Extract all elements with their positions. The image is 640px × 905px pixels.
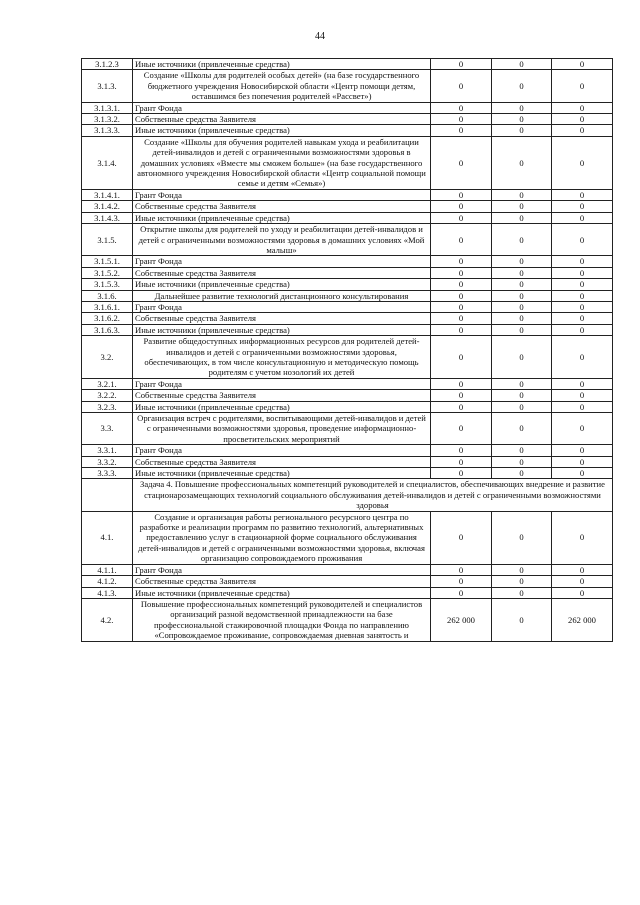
grant-amount: 0 — [492, 256, 552, 267]
table-row — [82, 279, 613, 290]
total-amount: 0 — [431, 456, 492, 467]
own-funds-amount: 0 — [552, 324, 613, 335]
total-amount: 0 — [431, 445, 492, 456]
total-amount: 0 — [431, 201, 492, 212]
row-number: 3.1.5.2. — [82, 267, 133, 278]
own-funds-amount: 0 — [552, 301, 613, 312]
row-number: 4.2. — [82, 598, 133, 641]
table-row — [82, 378, 613, 389]
budget-table — [81, 58, 613, 642]
row-number: 4.1.2. — [82, 576, 133, 587]
row-description: Иные источники (привлеченные средства) — [133, 324, 431, 335]
row-description: Иные источники (привлеченные средства) — [133, 468, 431, 479]
grant-amount: 0 — [492, 445, 552, 456]
row-number: 3.2.3. — [82, 401, 133, 412]
row-number: 3.1.4.2. — [82, 201, 133, 212]
row-description: Создание и организация работы регионального ресурсного центра по разработке и реализации программ по развитию технологий, альтернативных предоставлению услуг в стационарной форме социального обслуживания детей-инвалидов и детей с ограниченными возможностями здоровья, включая организацию сопровождаемого проживания — [133, 511, 431, 564]
page-number: 44 — [315, 31, 325, 42]
total-amount: 0 — [431, 511, 492, 564]
row-number: 3.3.1. — [82, 445, 133, 456]
table-row — [82, 102, 613, 113]
grant-amount: 0 — [492, 511, 552, 564]
table-row — [82, 445, 613, 456]
own-funds-amount: 0 — [552, 576, 613, 587]
row-description: Дальнейшее развитие технологий дистанционного консультирования — [133, 290, 431, 301]
grant-amount: 0 — [492, 224, 552, 256]
own-funds-amount: 0 — [552, 468, 613, 479]
row-number: 3.1.5. — [82, 224, 133, 256]
row-number: 3.1.6.2. — [82, 313, 133, 324]
grant-amount: 0 — [492, 267, 552, 278]
row-number: 3.3.3. — [82, 468, 133, 479]
table-row — [82, 390, 613, 401]
table-row — [82, 136, 613, 189]
table-row — [82, 456, 613, 467]
total-amount: 0 — [431, 114, 492, 125]
own-funds-amount: 0 — [552, 267, 613, 278]
row-description: Собственные средства Заявителя — [133, 456, 431, 467]
total-amount: 0 — [431, 564, 492, 575]
own-funds-amount: 0 — [552, 136, 613, 189]
own-funds-amount: 0 — [552, 290, 613, 301]
grant-amount: 0 — [492, 201, 552, 212]
row-description: Собственные средства Заявителя — [133, 390, 431, 401]
total-amount: 0 — [431, 224, 492, 256]
own-funds-amount: 0 — [552, 224, 613, 256]
own-funds-amount: 0 — [552, 401, 613, 412]
grant-amount: 0 — [492, 59, 552, 70]
own-funds-amount: 0 — [552, 313, 613, 324]
grant-amount: 0 — [492, 598, 552, 641]
grant-amount: 0 — [492, 102, 552, 113]
total-amount: 0 — [431, 267, 492, 278]
grant-amount: 0 — [492, 70, 552, 102]
table-row — [82, 336, 613, 379]
table-row — [82, 324, 613, 335]
row-number: 3.2.2. — [82, 390, 133, 401]
grant-amount: 0 — [492, 336, 552, 379]
row-number: 3.2.1. — [82, 378, 133, 389]
row-description: Грант Фонда — [133, 189, 431, 200]
total-amount: 0 — [431, 70, 492, 102]
total-amount: 0 — [431, 136, 492, 189]
own-funds-amount: 0 — [552, 390, 613, 401]
table-row — [82, 598, 613, 641]
own-funds-amount: 0 — [552, 201, 613, 212]
table-row — [82, 511, 613, 564]
grant-amount: 0 — [492, 468, 552, 479]
total-amount: 0 — [431, 336, 492, 379]
table-row — [82, 587, 613, 598]
row-description: Иные источники (привлеченные средства) — [133, 212, 431, 223]
table-row — [82, 70, 613, 102]
total-amount: 0 — [431, 290, 492, 301]
grant-amount: 0 — [492, 301, 552, 312]
row-description: Иные источники (привлеченные средства) — [133, 59, 431, 70]
row-description: Собственные средства Заявителя — [133, 114, 431, 125]
row-number: 3.1.6.3. — [82, 324, 133, 335]
table-row — [82, 59, 613, 70]
row-number: 3.1.3. — [82, 70, 133, 102]
row-number: 4.1. — [82, 511, 133, 564]
row-description: Грант Фонда — [133, 102, 431, 113]
total-amount: 262 000 — [431, 598, 492, 641]
total-amount: 0 — [431, 324, 492, 335]
total-amount: 0 — [431, 125, 492, 136]
row-number: 3.1.3.3. — [82, 125, 133, 136]
grant-amount: 0 — [492, 189, 552, 200]
table-row — [82, 224, 613, 256]
total-amount: 0 — [431, 413, 492, 445]
table-row — [82, 189, 613, 200]
total-amount: 0 — [431, 256, 492, 267]
table-row — [82, 301, 613, 312]
row-description: Грант Фонда — [133, 301, 431, 312]
own-funds-amount: 0 — [552, 125, 613, 136]
grant-amount: 0 — [492, 401, 552, 412]
row-number: 3.1.4.3. — [82, 212, 133, 223]
row-description: Открытие школы для родителей по уходу и реабилитации детей-инвалидов и детей с ограниченными возможностями здоровья в домашних условиях «Мой малыш» — [133, 224, 431, 256]
total-amount: 0 — [431, 378, 492, 389]
table-row — [82, 256, 613, 267]
own-funds-amount: 0 — [552, 413, 613, 445]
total-amount: 0 — [431, 212, 492, 223]
row-description: Собственные средства Заявителя — [133, 201, 431, 212]
table-row — [82, 114, 613, 125]
row-description: Грант Фонда — [133, 378, 431, 389]
grant-amount: 0 — [492, 564, 552, 575]
row-number: 3.1.4.1. — [82, 189, 133, 200]
own-funds-amount: 0 — [552, 256, 613, 267]
table-row — [82, 212, 613, 223]
grant-amount: 0 — [492, 125, 552, 136]
grant-amount: 0 — [492, 279, 552, 290]
grant-amount: 0 — [492, 456, 552, 467]
total-amount: 0 — [431, 301, 492, 312]
task-heading: Задача 4. Повышение профессиональных компетенций руководителей и специалистов, обеспечивающих внедрение и развитие стационарозамещающих технологий социального обслуживания детей-инвалидов и детей с ограниченными возможностями здоровья — [133, 479, 613, 511]
row-number: 3.1.4. — [82, 136, 133, 189]
own-funds-amount: 0 — [552, 114, 613, 125]
row-description: Организация встреч с родителями, воспитывающими детей-инвалидов и детей с ограниченными возможностями здоровья, проведение информационно-просветительских мероприятий — [133, 413, 431, 445]
row-description: Создание «Школы для обучения родителей навыкам ухода и реабилитации детей-инвалидов и детей с ограниченными возможностями здоровья в домашних условиях «Вместе мы сможем больше» (на базе государственного автономного учреждения Новосибирской области «Центр социальной помощи семье и детям «Семья») — [133, 136, 431, 189]
row-description: Иные источники (привлеченные средства) — [133, 587, 431, 598]
row-number: 3.1.2.3 — [82, 59, 133, 70]
grant-amount: 0 — [492, 114, 552, 125]
grant-amount: 0 — [492, 136, 552, 189]
row-description: Иные источники (привлеченные средства) — [133, 401, 431, 412]
total-amount: 0 — [431, 59, 492, 70]
table-row — [82, 313, 613, 324]
table-row — [82, 576, 613, 587]
total-amount: 0 — [431, 401, 492, 412]
row-description: Грант Фонда — [133, 445, 431, 456]
own-funds-amount: 0 — [552, 456, 613, 467]
row-number: 3.2. — [82, 336, 133, 379]
table-row — [82, 290, 613, 301]
grant-amount: 0 — [492, 390, 552, 401]
row-description: Собственные средства Заявителя — [133, 576, 431, 587]
budget-table-body — [82, 59, 613, 642]
row-number: 3.3.2. — [82, 456, 133, 467]
table-row — [82, 564, 613, 575]
total-amount: 0 — [431, 576, 492, 587]
total-amount: 0 — [431, 587, 492, 598]
grant-amount: 0 — [492, 324, 552, 335]
row-description: Собственные средства Заявителя — [133, 313, 431, 324]
row-number: 4.1.1. — [82, 564, 133, 575]
table-row — [82, 125, 613, 136]
own-funds-amount: 0 — [552, 336, 613, 379]
row-number: 4.1.3. — [82, 587, 133, 598]
table-row — [82, 468, 613, 479]
row-number — [82, 479, 133, 511]
grant-amount: 0 — [492, 587, 552, 598]
row-number: 3.3. — [82, 413, 133, 445]
row-number: 3.1.3.2. — [82, 114, 133, 125]
row-number: 3.1.6.1. — [82, 301, 133, 312]
total-amount: 0 — [431, 313, 492, 324]
row-description: Иные источники (привлеченные средства) — [133, 125, 431, 136]
own-funds-amount: 0 — [552, 511, 613, 564]
total-amount: 0 — [431, 390, 492, 401]
grant-amount: 0 — [492, 576, 552, 587]
row-number: 3.1.3.1. — [82, 102, 133, 113]
own-funds-amount: 0 — [552, 587, 613, 598]
total-amount: 0 — [431, 189, 492, 200]
row-description: Грант Фонда — [133, 564, 431, 575]
table-row — [82, 201, 613, 212]
table-row — [82, 413, 613, 445]
row-number: 3.1.5.1. — [82, 256, 133, 267]
own-funds-amount: 0 — [552, 102, 613, 113]
own-funds-amount: 0 — [552, 189, 613, 200]
total-amount: 0 — [431, 102, 492, 113]
row-number: 3.1.6. — [82, 290, 133, 301]
grant-amount: 0 — [492, 378, 552, 389]
own-funds-amount: 0 — [552, 59, 613, 70]
total-amount: 0 — [431, 279, 492, 290]
table-row — [82, 401, 613, 412]
own-funds-amount: 0 — [552, 564, 613, 575]
row-description: Повышение профессиональных компетенций руководителей и специалистов организаций разной ведомственной принадлежности на базе профессиональной стажировочной площадки Фонда по направлению «Сопровождаемое проживание, сопровождаемая дневная занятость и — [133, 598, 431, 641]
own-funds-amount: 0 — [552, 445, 613, 456]
own-funds-amount: 0 — [552, 70, 613, 102]
row-description: Собственные средства Заявителя — [133, 267, 431, 278]
own-funds-amount: 0 — [552, 279, 613, 290]
grant-amount: 0 — [492, 313, 552, 324]
total-amount: 0 — [431, 468, 492, 479]
own-funds-amount: 0 — [552, 378, 613, 389]
table-row — [82, 267, 613, 278]
own-funds-amount: 0 — [552, 212, 613, 223]
grant-amount: 0 — [492, 290, 552, 301]
row-description: Иные источники (привлеченные средства) — [133, 279, 431, 290]
grant-amount: 0 — [492, 413, 552, 445]
task-heading-row — [82, 479, 613, 511]
row-number: 3.1.5.3. — [82, 279, 133, 290]
own-funds-amount: 262 000 — [552, 598, 613, 641]
grant-amount: 0 — [492, 212, 552, 223]
row-description: Развитие общедоступных информационных ресурсов для родителей детей-инвалидов и детей с ограниченными возможностями здоровья, обеспечивающих, в том числе консультационную и методическую помощь родителям с учетом нозологий их детей — [133, 336, 431, 379]
row-description: Грант Фонда — [133, 256, 431, 267]
row-description: Создание «Школы для родителей особых детей» (на базе государственного бюджетного учреждения Новосибирской области «Центр помощи детям, оставшимся без попечения родителей «Рассвет») — [133, 70, 431, 102]
